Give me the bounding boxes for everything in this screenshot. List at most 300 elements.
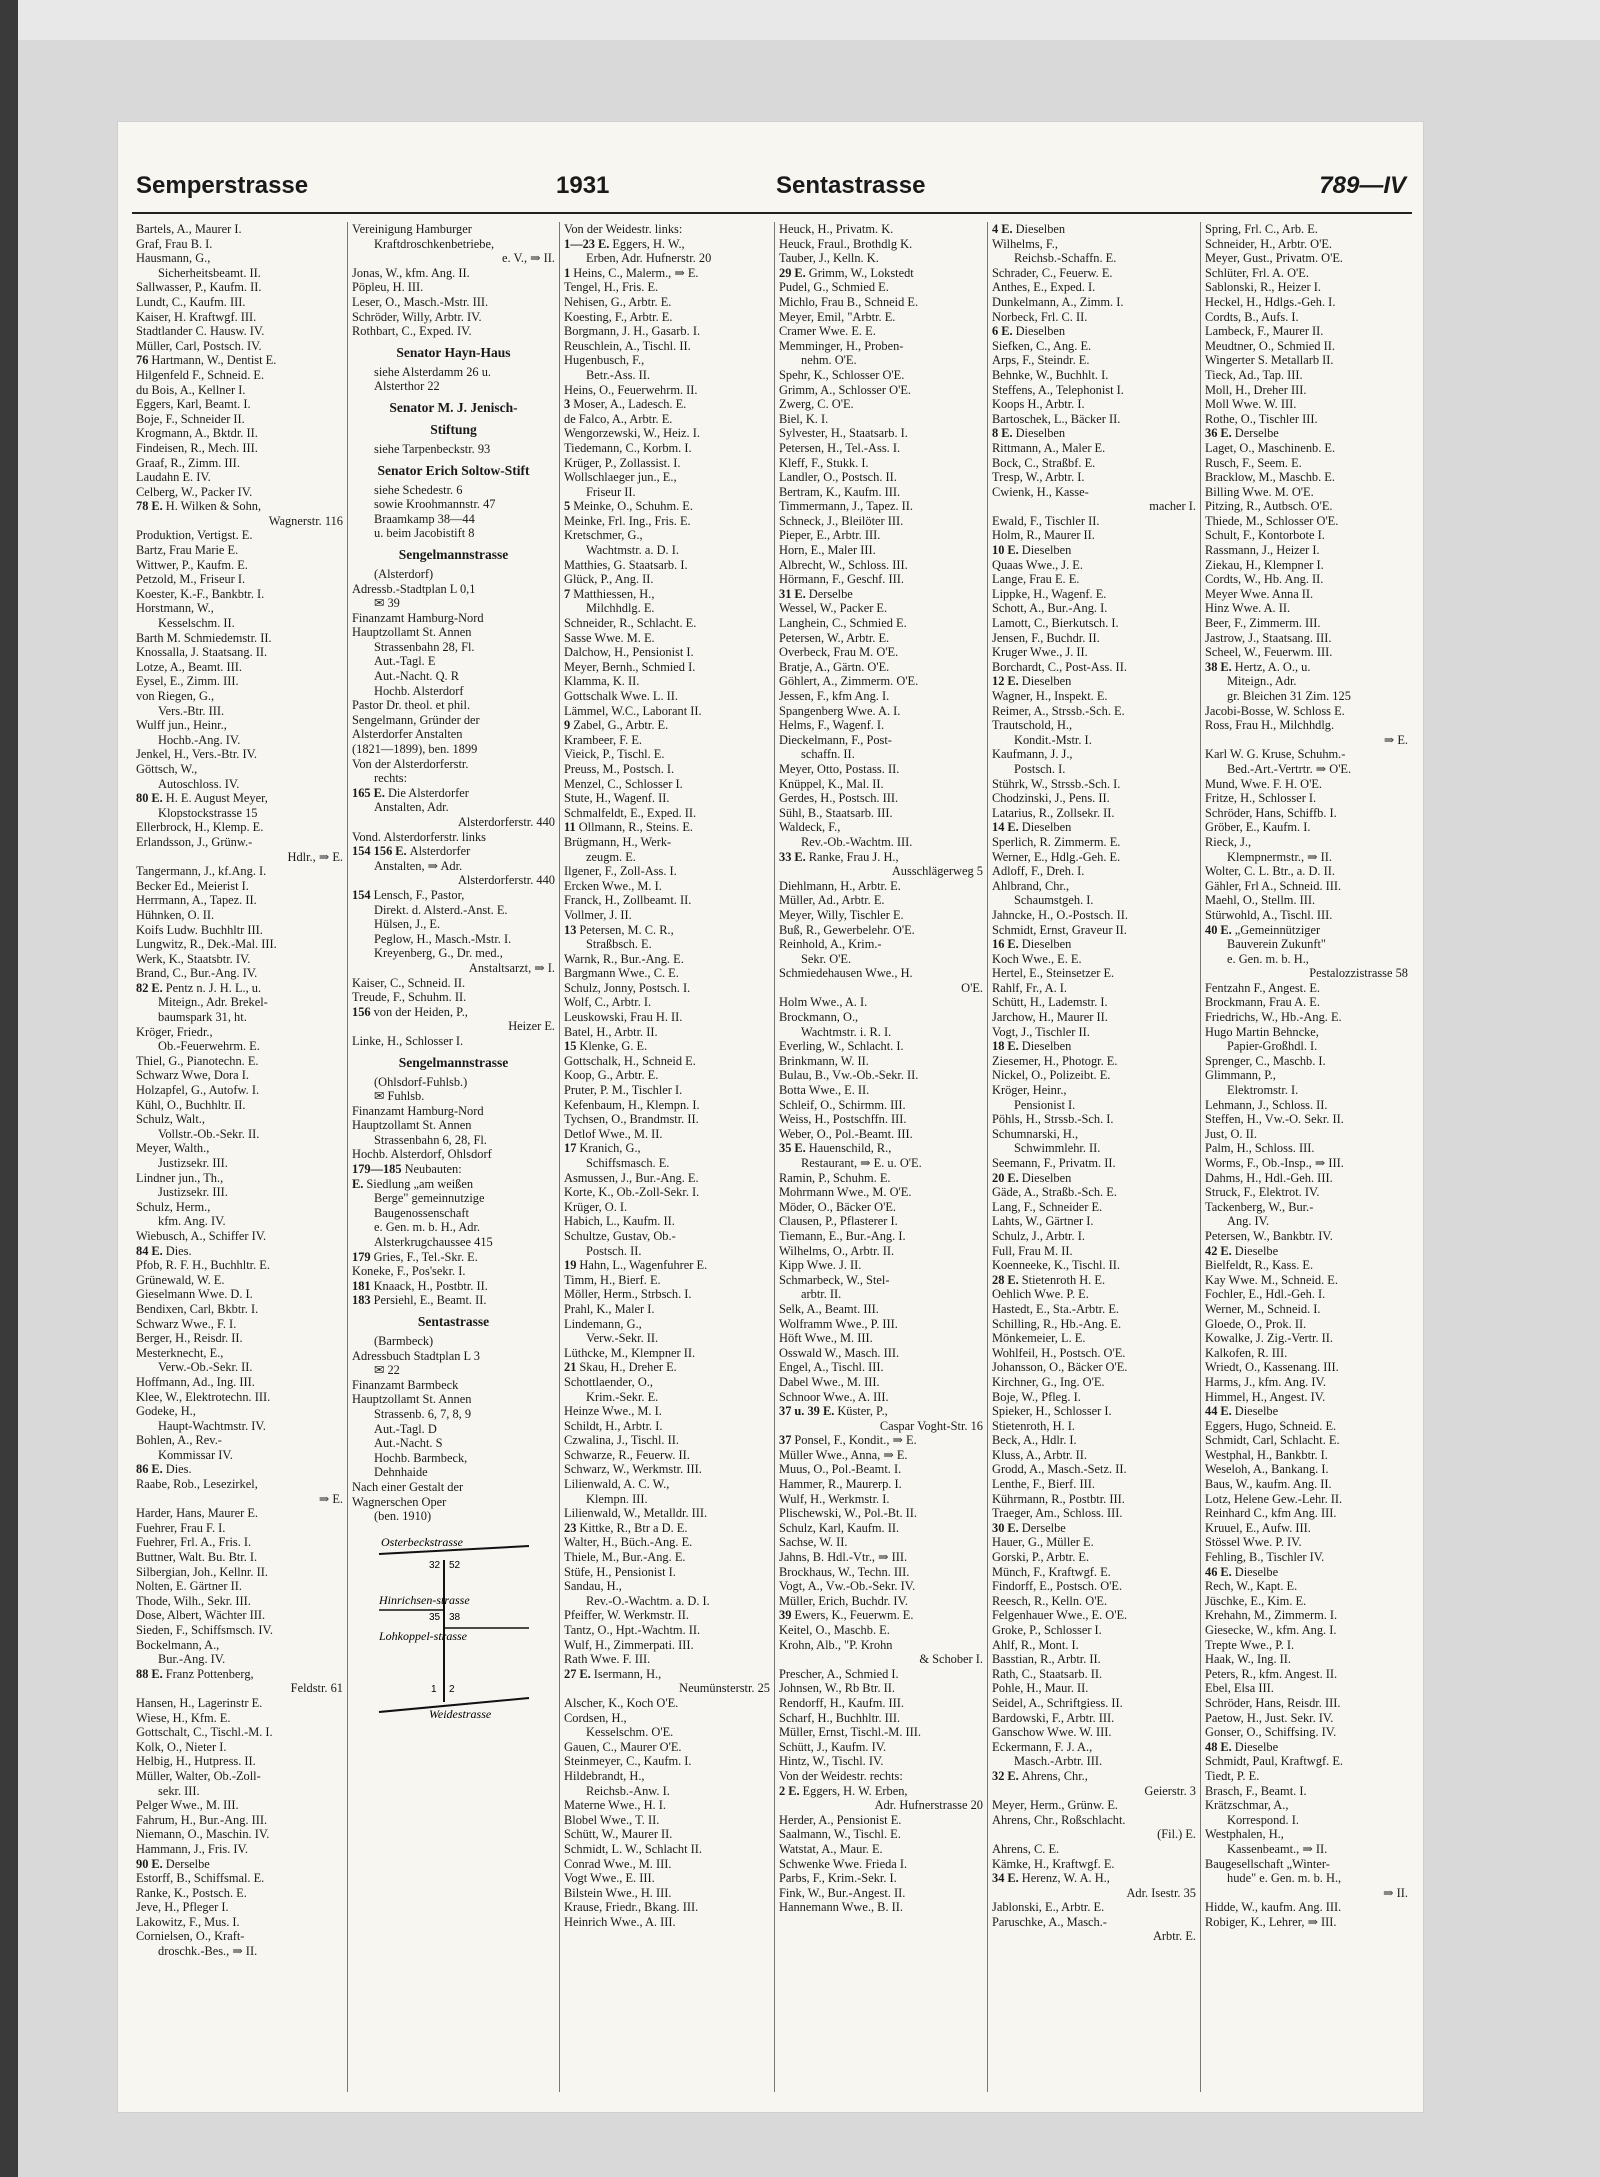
entry-text: Eggers, H. W. Erben,: [802, 1783, 908, 1798]
map-house-number-1: 52: [448, 1559, 460, 1571]
entry-text: Wulff jun., Heinr.,: [136, 718, 227, 733]
directory-entry: [352, 1392, 555, 1407]
entry-text: Klamma, K. II.: [564, 674, 640, 689]
owner-marker: E.: [1007, 937, 1019, 952]
directory-entry: [1205, 1448, 1408, 1463]
directory-entry: [992, 558, 1196, 573]
entry-text: Stadtlander C. Hausw. IV.: [136, 324, 265, 339]
entry-text: Stürwohld, A., Tischl. III.: [1205, 907, 1333, 922]
entry-text: Friedrichs, W., Hb.-Ang. E.: [1205, 1010, 1342, 1025]
entry-text: Dieselbe: [1234, 1404, 1279, 1419]
entry-text: Hastedt, E., Sta.-Arbtr. E.: [992, 1301, 1119, 1316]
entry-text: Traeger, Am., Schloss. III.: [992, 1506, 1123, 1521]
directory-entry: [136, 1754, 343, 1769]
directory-entry: [779, 733, 983, 748]
directory-entry: [136, 368, 343, 383]
entry-text: Mohrmann Wwe., M. O'E.: [779, 1185, 912, 1200]
directory-entry: [992, 514, 1196, 529]
directory-entry: [992, 1448, 1196, 1463]
entry-text: Gieselmann Wwe. D. I.: [136, 1287, 253, 1302]
entry-text: Cordts, W., Hb. Ang. II.: [1205, 572, 1324, 587]
directory-entry: [992, 1462, 1196, 1477]
house-number: 3: [564, 397, 571, 412]
entry-text: Borchardt, C., Post-Ass. II.: [992, 659, 1127, 674]
directory-entry: [779, 514, 983, 529]
directory-entry: [992, 1200, 1196, 1215]
entry-text: Hahn, L., Wagenfuhrer E.: [579, 1258, 708, 1273]
directory-entry: [779, 835, 983, 850]
entry-text: Bockelmann, A.,: [136, 1637, 220, 1652]
entry-text: Leser, O., Masch.-Mstr. III.: [352, 294, 489, 309]
directory-entry: [564, 1608, 770, 1623]
directory-entry: [352, 917, 555, 932]
entry-text: Derselbe: [165, 1856, 210, 1871]
entry-text: Strassenbahn 28, Fl.: [374, 639, 475, 654]
entry-text: Dieselbe: [1234, 1739, 1279, 1754]
entry-text: Betr.-Ass. II.: [586, 367, 651, 382]
entry-text: Gorski, P., Arbtr. E.: [992, 1550, 1090, 1565]
entry-text: Jonas, W., kfm. Ang. II.: [352, 265, 470, 280]
entry-text: Fuehrer, Frl. A., Fris. I.: [136, 1535, 252, 1550]
entry-text: Steffens, A., Telephonist I.: [992, 382, 1124, 397]
entry-text: Fentzahn F., Angest. E.: [1205, 980, 1320, 995]
directory-entry: [779, 747, 983, 762]
directory-entry: [136, 1214, 343, 1229]
directory-entry: [1205, 733, 1408, 748]
entry-text: Peters, R., kfm. Angest. II.: [1205, 1666, 1338, 1681]
directory-entry: [352, 1089, 555, 1104]
entry-text: Neubauten:: [404, 1162, 462, 1177]
entry-text: Stietenroth, H. I.: [992, 1418, 1075, 1433]
entry-text: Schulz, Karl, Kaufm. II.: [779, 1520, 900, 1535]
house-number: 90: [136, 1856, 149, 1871]
directory-entry: [564, 1565, 770, 1580]
directory-entry: [779, 1200, 983, 1215]
entry-text: Isermann, H.,: [593, 1666, 662, 1681]
directory-entry: [992, 397, 1196, 412]
directory-entry: [136, 1579, 343, 1594]
entry-text: Schrader, C., Feuerw. E.: [992, 265, 1113, 280]
directory-entry: [352, 310, 555, 325]
entry-text: Dieselben: [1021, 543, 1072, 558]
directory-entry: [136, 1477, 343, 1492]
entry-text: Hochb. Alsterdorf: [374, 683, 464, 698]
directory-entry: [136, 324, 343, 339]
owner-marker: E.: [1007, 1039, 1019, 1054]
entry-text: du Bois, A., Kellner I.: [136, 382, 246, 397]
directory-entry: [1205, 1258, 1408, 1273]
entry-text: Nickel, O., Polizeibt. E.: [992, 1068, 1111, 1083]
directory-entry: [992, 981, 1196, 996]
entry-text: Wriedt, O., Kassenang. III.: [1205, 1360, 1339, 1375]
house-number: 37: [779, 1433, 792, 1448]
directory-entry: [352, 961, 555, 976]
directory-entry: [992, 1433, 1196, 1448]
directory-entry: [136, 1769, 343, 1784]
directory-entry: [136, 1185, 343, 1200]
entry-text: Ewald, F., Tischler II.: [992, 513, 1100, 528]
owner-marker: E.: [1007, 1871, 1019, 1886]
entry-text: Elektromstr. I.: [1227, 1083, 1299, 1098]
entry-text: Sühl, B., Staatsarb. III.: [779, 805, 893, 820]
entry-text: Aut.-Nacht. Q. R: [374, 669, 459, 684]
entry-text: Von der Weidestr. rechts:: [779, 1768, 903, 1783]
directory-entry: [992, 1754, 1196, 1769]
entry-text: Bertram, K., Kaufm. III.: [779, 484, 901, 499]
entry-text: Vond. Alsterdorferstr. links: [352, 829, 486, 844]
directory-entry: [779, 485, 983, 500]
house-number: 76: [136, 353, 149, 368]
directory-entry: [564, 441, 770, 456]
entry-text: Glück, P., Ang. II.: [564, 572, 654, 587]
directory-entry: [564, 1360, 770, 1375]
directory-entry: [564, 835, 770, 850]
directory-entry: [992, 1375, 1196, 1390]
entry-text: Fahrum, H., Bur.-Ang. III.: [136, 1812, 268, 1827]
entry-text: Schult, F., Kontorbote I.: [1205, 528, 1325, 543]
entry-text: Dehnhaide: [374, 1465, 428, 1480]
entry-text: Bartoschek, L., Bäcker II.: [992, 411, 1121, 426]
entry-text: Erben, Adr. Hufnerstr. 20: [586, 251, 712, 266]
directory-entry: [136, 1696, 343, 1711]
entry-text: Herenz, W. A. H.,: [1021, 1871, 1110, 1886]
entry-text: Spehr, K., Schlosser O'E.: [779, 367, 905, 382]
column-3: [559, 222, 774, 2092]
house-number: 86: [136, 1462, 149, 1477]
directory-entry: [564, 981, 770, 996]
directory-entry: [779, 587, 983, 602]
directory-entry: [136, 1857, 343, 1872]
directory-entry: [136, 747, 343, 762]
directory-entry: [352, 990, 555, 1005]
directory-entry: [136, 514, 343, 529]
entry-text: Tantz, O., Hpt.-Wachtm. II.: [564, 1623, 701, 1637]
directory-entry: [992, 1535, 1196, 1550]
house-number: 7: [564, 586, 571, 601]
entry-text: Brand, C., Bur.-Ang. IV.: [136, 966, 258, 981]
entry-text: Schulz, Jonny, Postsch. I.: [564, 980, 691, 995]
map-house-number-2: 35: [428, 1611, 440, 1623]
directory-entry: [779, 645, 983, 660]
directory-entry: [564, 1404, 770, 1419]
entry-text: Graf, Frau B. I.: [136, 236, 213, 251]
entry-text: Knaack, H., Postbtr. II.: [373, 1278, 488, 1293]
directory-entry: [779, 864, 983, 879]
owner-marker: E.: [1007, 1170, 1019, 1185]
directory-entry: [564, 514, 770, 529]
entry-text: Pfeiffer, W. Werkmstr. II.: [564, 1608, 690, 1623]
directory-entry: [564, 1302, 770, 1317]
entry-text: Braamkamp 38—44: [374, 511, 475, 526]
directory-entry: [779, 762, 983, 777]
entry-text: Meyer, Willy, Tischler E.: [779, 907, 904, 922]
entry-text: Wulf, H., Werkmstr. I.: [779, 1491, 890, 1506]
entry-text: Schmalfeldt, E., Exped. II.: [564, 805, 697, 820]
entry-text: Verw.-Ob.-Sekr. II.: [158, 1360, 253, 1375]
house-number: 44: [1205, 1404, 1218, 1419]
directory-entry: [779, 704, 983, 719]
owner-marker: E.: [151, 499, 163, 514]
directory-entry: [136, 762, 343, 777]
entry-text: Reinhold, A., Krim.-: [779, 937, 882, 952]
directory-entry: [992, 1886, 1196, 1901]
house-number: 27: [564, 1666, 577, 1681]
entry-text: ✉ 39: [374, 596, 400, 611]
house-number: 6: [992, 324, 999, 339]
directory-entry: [136, 1054, 343, 1069]
directory-entry: [564, 1054, 770, 1069]
directory-entry: [564, 543, 770, 558]
entry-text: Hugo Martin Behncke,: [1205, 1024, 1319, 1039]
section-heading: Stiftung: [430, 421, 477, 437]
entry-text: Wagnerstr. 116: [268, 513, 343, 528]
entry-text: Steinmeyer, C., Kaufm. I.: [564, 1754, 692, 1769]
directory-entry: [992, 762, 1196, 777]
house-number: 48: [1205, 1739, 1218, 1754]
directory-entry: [564, 1258, 770, 1273]
directory-entry: [779, 456, 983, 471]
directory-entry: [779, 1229, 983, 1244]
entry-text: Hauptzollamt St. Annen: [352, 1118, 472, 1133]
entry-text: Johansson, O., Bäcker O'E.: [992, 1360, 1128, 1375]
house-number: 30: [992, 1520, 1005, 1535]
map-house-number-0: 32: [428, 1559, 440, 1571]
entry-text: u. beim Jacobistift 8: [374, 526, 475, 541]
owner-marker: E.: [1007, 1520, 1019, 1535]
entry-text: rechts:: [374, 771, 408, 786]
house-number: 38: [1205, 659, 1218, 674]
entry-text: Brockhaus, W., Techn. III.: [779, 1564, 910, 1579]
entry-text: Herrmann, A., Tapez. II.: [136, 893, 257, 908]
directory-entry: [992, 528, 1196, 543]
owner-marker: u. 39 E.: [794, 1404, 835, 1419]
directory-entry: [992, 1652, 1196, 1667]
directory-entry: [1205, 514, 1408, 529]
entry-text: Kranich, G.,: [579, 1141, 641, 1156]
directory-entry: [1205, 660, 1408, 675]
entry-text: Dahms, H., Hdl.-Geh. III.: [1205, 1170, 1333, 1185]
directory-entry: [136, 616, 343, 631]
entry-text: zeugm. E.: [586, 849, 636, 864]
owner-marker: E.: [1001, 426, 1013, 441]
directory-entry: [1205, 324, 1408, 339]
owner-marker: E.: [151, 1856, 163, 1871]
entry-text: Müller Wwe., Anna, ⇒ E.: [779, 1447, 908, 1462]
entry-text: (Barmbeck): [374, 1334, 434, 1348]
entry-text: Produktion, Vertigst. E.: [136, 528, 253, 543]
directory-entry: [779, 1521, 983, 1536]
house-number: 28: [992, 1272, 1005, 1287]
entry-text: Stietenroth H. E.: [1021, 1272, 1106, 1287]
directory-entry: [564, 1244, 770, 1259]
entry-text: Michlo, Frau B., Schneid E.: [779, 294, 919, 309]
entry-text: siehe Schedestr. 6: [374, 482, 463, 497]
entry-text: Nolten, E. Gärtner II.: [136, 1579, 242, 1594]
entry-text: Sengelmann, Gründer der: [352, 712, 480, 727]
directory-entry: [1205, 747, 1408, 762]
house-number: 4: [992, 222, 999, 236]
directory-entry: [1205, 864, 1408, 879]
column-5: [987, 222, 1200, 2092]
entry-text: Eysel, E., Zimm. III.: [136, 674, 239, 689]
entry-text: Lakowitz, F., Mus. I.: [136, 1914, 240, 1929]
directory-entry: [136, 1287, 343, 1302]
directory-entry: [1205, 587, 1408, 602]
entry-text: Miteign., Adr. Brekel-: [158, 995, 268, 1010]
directory-entry: [352, 1436, 555, 1451]
directory-entry: [136, 1404, 343, 1419]
entry-text: Sekr. O'E.: [801, 951, 852, 966]
directory-entry: [992, 908, 1196, 923]
entry-text: Anstalten, ⇒ Adr.: [374, 858, 463, 873]
entry-text: Brockmann, O.,: [779, 1010, 859, 1025]
directory-entry: [564, 456, 770, 471]
entry-text: Biel, K. I.: [779, 411, 829, 426]
directory-entry: [136, 864, 343, 879]
directory-entry: [136, 280, 343, 295]
directory-entry: [352, 237, 555, 252]
directory-entry: [992, 237, 1196, 252]
directory-entry: [1205, 937, 1408, 952]
entry-text: Anstalten, Adr.: [374, 800, 449, 815]
entry-text: Kondit.-Mstr. I.: [1014, 732, 1092, 747]
directory-entry: [779, 1258, 983, 1273]
directory-entry: [564, 864, 770, 879]
directory-entry: [1205, 1185, 1408, 1200]
directory-entry: [992, 835, 1196, 850]
entry-text: Petersen, M. C. R.,: [579, 922, 674, 937]
entry-text: Ausschlägerweg 5: [891, 864, 983, 879]
house-number: 80: [136, 791, 149, 806]
directory-entry: [564, 995, 770, 1010]
entry-text: Justizsekr. III.: [158, 1185, 228, 1200]
directory-entry: [1205, 1346, 1408, 1361]
directory-entry: [1205, 1477, 1408, 1492]
entry-text: Tychsen, O., Brandmstr. II.: [564, 1112, 699, 1127]
entry-text: Kührmann, R., Postbtr. III.: [992, 1491, 1125, 1506]
directory-entry: [564, 1171, 770, 1186]
entry-text: Preuss, M., Postsch. I.: [564, 761, 675, 776]
house-number: 181: [352, 1278, 371, 1293]
directory-entry: [564, 1229, 770, 1244]
entry-text: Johnsen, W., Rb Btr. II.: [779, 1681, 895, 1696]
entry-text: Godeke, H.,: [136, 1404, 196, 1419]
entry-text: Jastrow, J., Staatsang. III.: [1205, 630, 1332, 645]
owner-marker: E.: [1007, 674, 1019, 689]
entry-text: Schumnarski, H.,: [992, 1126, 1079, 1141]
entry-text: Koneke, F., Pos'sekr. I.: [352, 1264, 466, 1279]
directory-entry: [992, 1784, 1196, 1799]
entry-text: Findeisen, R., Mech. III.: [136, 440, 258, 455]
entry-text: Wachtmstr. i. R. I.: [801, 1024, 892, 1039]
directory-entry: [352, 222, 555, 237]
directory-entry: [992, 1098, 1196, 1113]
entry-text: Aut.-Tagl. E: [374, 654, 436, 669]
entry-text: Glimmann, P.,: [1205, 1068, 1276, 1083]
directory-entry: [992, 733, 1196, 748]
entry-text: Grimm, A., Schlosser O'E.: [779, 382, 911, 397]
entry-text: Vogt Wwe., E. III.: [564, 1871, 655, 1886]
entry-text: Hugenbusch, F.,: [564, 353, 645, 368]
entry-text: Caspar Voght-Str. 16: [879, 1418, 983, 1433]
directory-entry: [779, 1039, 983, 1054]
entry-text: Findorff, E., Postsch. O'E.: [992, 1579, 1123, 1594]
owner-marker: E.: [794, 265, 806, 280]
entry-text: Pieper, E., Arbtr. III.: [779, 528, 881, 543]
directory-entry: [992, 324, 1196, 339]
directory-entry: [352, 1407, 555, 1422]
entry-text: (Alsterdorf): [374, 566, 434, 581]
entry-text: Buttner, Walt. Bu. Btr. I.: [136, 1550, 258, 1565]
entry-text: Heckel, H., Hdlgs.-Geh. I.: [1205, 294, 1336, 309]
entry-text: Postsch. I.: [1014, 761, 1066, 776]
directory-entry: [1205, 1623, 1408, 1638]
entry-text: Vers.-Btr. III.: [158, 703, 225, 718]
directory-entry: [779, 1506, 983, 1521]
entry-text: Paruschke, A., Masch.-: [992, 1914, 1107, 1929]
directory-entry: [1205, 1784, 1408, 1799]
entry-text: Cramer Wwe. E. E.: [779, 324, 876, 339]
directory-entry: [352, 1480, 555, 1495]
directory-entry: [1205, 397, 1408, 412]
entry-text: Lilienwald, W., Metalldr. III.: [564, 1506, 708, 1521]
entry-text: Finanzamt Barmbeck: [352, 1377, 459, 1392]
house-number: 8: [992, 426, 999, 441]
entry-text: Tiedt, P. E.: [1205, 1768, 1260, 1783]
entry-text: Stührk, W., Strssb.-Sch. I.: [992, 776, 1121, 791]
directory-entry: [992, 995, 1196, 1010]
directory-entry: [564, 1871, 770, 1886]
directory-entry: [779, 237, 983, 252]
entry-text: Asmussen, J., Bur.-Ang. E.: [564, 1170, 699, 1185]
entry-text: Alsterdorferstr. 440: [457, 815, 555, 829]
entry-text: Kaiser, H. Kraftwgf. III.: [136, 309, 257, 324]
entry-text: Matthies, G. Staatsarb. I.: [564, 557, 688, 572]
owner-marker: E.: [1220, 1243, 1232, 1258]
house-number: 84: [136, 1243, 149, 1258]
directory-entry: [136, 689, 343, 704]
directory-entry: [1205, 1725, 1408, 1740]
directory-entry: [136, 266, 343, 281]
directory-entry: [779, 1798, 983, 1813]
directory-entry: [779, 1681, 983, 1696]
directory-entry: [1205, 339, 1408, 354]
directory-entry: [352, 1034, 555, 1049]
scan-edge: [0, 0, 18, 2177]
entry-text: Werk, K., Staatsbtr. IV.: [136, 951, 251, 966]
directory-entry: [992, 645, 1196, 660]
directory-entry: [564, 558, 770, 573]
owner-marker: E.: [151, 980, 163, 995]
directory-entry: [779, 631, 983, 646]
directory-entry: [779, 266, 983, 281]
house-number: 37: [779, 1404, 792, 1419]
directory-entry: [992, 1141, 1196, 1156]
entry-text: Paetow, H., Just. Sekr. IV.: [1205, 1710, 1334, 1725]
directory-entry: [136, 660, 343, 675]
entry-text: Wittwer, P., Kaufm. E.: [136, 557, 248, 572]
directory-entry: [136, 777, 343, 792]
directory-entry: [1205, 1360, 1408, 1375]
directory-entry: [564, 631, 770, 646]
entry-text: Pruter, P. M., Tischler I.: [564, 1083, 683, 1098]
directory-entry: [564, 879, 770, 894]
directory-entry: [136, 237, 343, 252]
directory-entry: [136, 1681, 343, 1696]
entry-text: Brügmann, H., Werk-: [564, 834, 672, 849]
directory-entry: [564, 251, 770, 266]
entry-text: Pohle, H., Maur. II.: [992, 1681, 1089, 1696]
